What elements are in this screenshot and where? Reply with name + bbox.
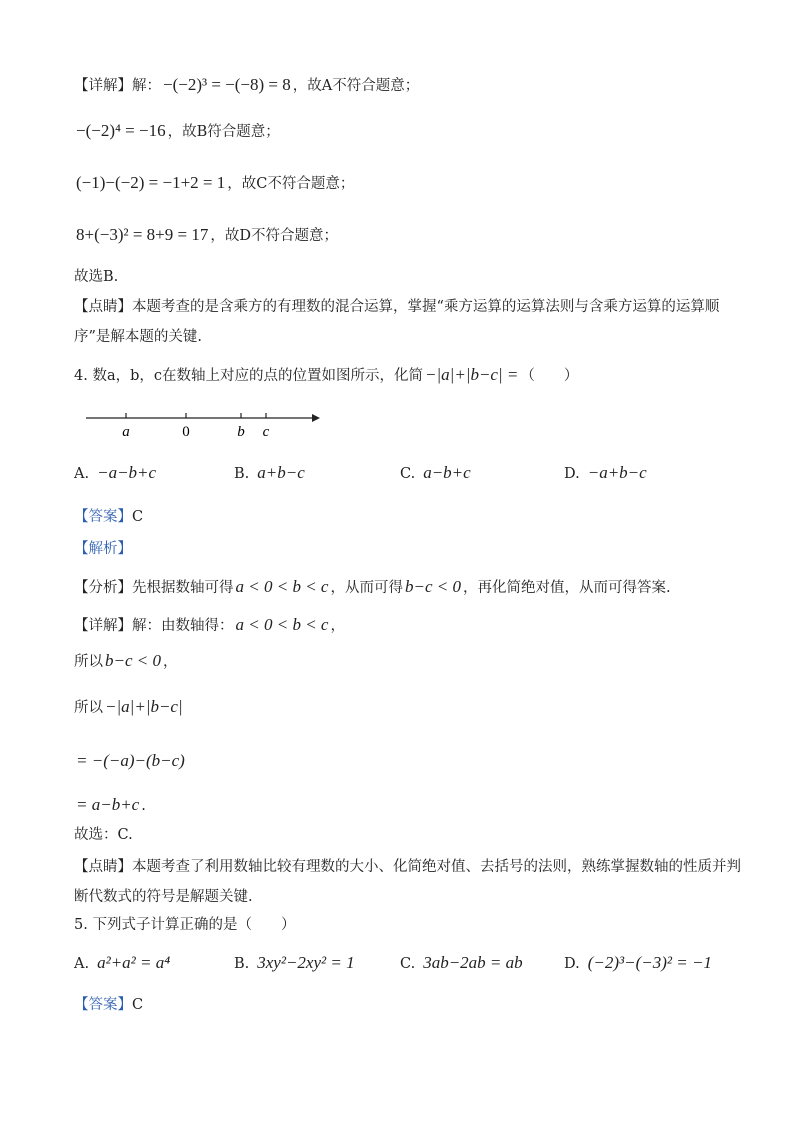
so-text: 所以: [74, 700, 103, 716]
q5-option-c: [400, 952, 525, 975]
answer-tag: 【答案】: [74, 509, 132, 525]
math-expression: = a−b+c: [76, 795, 140, 814]
number-line-diagram: [84, 404, 324, 440]
option-c: [400, 462, 473, 485]
axis-label-b: b: [237, 424, 245, 440]
so-text: 所以: [74, 654, 103, 670]
option-expression: a−b+c: [423, 463, 471, 482]
option-b: [234, 462, 307, 485]
axis-arrow-icon: [312, 414, 320, 422]
question-stem: 5. 下列式子计算正确的是（ ）: [74, 917, 296, 933]
option-letter: A.: [74, 956, 90, 972]
question-4-stem: [74, 364, 578, 387]
detail-q4-line-5: [74, 794, 146, 817]
remark-text: 断代数式的符号是解题关键.: [74, 889, 253, 905]
math-expression: (−1)−(−2) = −1+2 = 1: [76, 173, 226, 192]
axis-label-a: a: [122, 424, 130, 440]
option-letter: B.: [234, 956, 250, 972]
q5-option-d: [564, 952, 714, 975]
option-d: [564, 462, 649, 485]
math-expression: 8+(−3)² = 8+9 = 17: [76, 225, 209, 244]
detail-line-2: [74, 120, 280, 143]
choose-q4-line: [74, 824, 133, 846]
option-expression: (−2)³−(−3)² = −1: [587, 953, 712, 972]
option-expression: −a−b+c: [97, 463, 157, 482]
math-expression: −|a|+|b−c| =: [425, 365, 519, 384]
punctuation: ，: [163, 654, 178, 670]
answer-tag: 【答案】: [74, 997, 132, 1013]
math-expression: = −(−a)−(b−c): [76, 751, 185, 770]
detail-tag: 【详解】: [74, 78, 132, 94]
remark-q4-line-1: [74, 856, 741, 878]
answer-paren: （ ）: [520, 368, 579, 384]
q5-option-b: [234, 952, 357, 975]
option-letter: D.: [564, 466, 580, 482]
detail-text: 解：由数轴得：: [132, 618, 234, 634]
option-a: [74, 462, 158, 485]
detail-q4-line-4: [74, 750, 187, 773]
detail-q4-line-2: [74, 650, 178, 673]
detail-suffix: ，故D不符合题意；: [210, 228, 338, 244]
remark-text: 本题考查了利用数轴比较有理数的大小、化简绝对值、去括号的法则，熟练掌握数轴的性质并判: [132, 859, 741, 875]
detail-line-3: [74, 172, 354, 195]
question-5-stem: [74, 914, 295, 936]
math-expression: a < 0 < b < c: [235, 615, 329, 634]
detail-tag: 【详解】: [74, 618, 132, 634]
punctuation: .: [141, 798, 146, 814]
option-expression: 3ab−2ab = ab: [423, 953, 523, 972]
option-letter: D.: [564, 956, 580, 972]
answer-value: C: [132, 509, 144, 525]
math-expression: b−c < 0: [105, 651, 161, 670]
detail-text: ，: [330, 618, 345, 634]
math-expression: b−c < 0: [404, 577, 461, 596]
remark-text: 本题考查的是含乘方的有理数的混合运算，掌握“乘方运算的运算法则与含乘方运算的运算顺: [132, 299, 720, 315]
detail-suffix: ，故A不符合题意；: [292, 78, 420, 94]
remark-text: 序”是解本题的关键.: [74, 329, 203, 345]
answer-line: [74, 506, 143, 528]
choose-text: 故选：C.: [74, 827, 133, 843]
analysis-text: 先根据数轴可得: [132, 580, 234, 596]
answer-value: C: [132, 997, 144, 1013]
option-expression: a+b−c: [257, 463, 305, 482]
axis-label-c: c: [262, 424, 270, 440]
detail-line-4: [74, 224, 338, 247]
remark-line-2: [74, 326, 202, 348]
remark-q4-line-2: [74, 886, 253, 908]
q5-answer-line: [74, 994, 143, 1016]
option-expression: −a+b−c: [587, 463, 647, 482]
detail-suffix: ，故C不符合题意；: [227, 176, 355, 192]
choose-text: 故选B.: [74, 269, 119, 285]
option-letter: C.: [400, 466, 416, 482]
detail-prefix: 解：: [132, 78, 161, 94]
analysis-tag: 【解析】: [74, 541, 132, 557]
detail-q4-line-3: [74, 696, 185, 719]
analysis-summary: [74, 576, 671, 599]
detail-line-1: [74, 74, 419, 97]
analysis-summary-tag: 【分析】: [74, 580, 132, 596]
math-expression: a < 0 < b < c: [235, 577, 329, 596]
question-stem: 4. 数a，b，c在数轴上对应的点的位置如图所示，化简: [74, 368, 423, 384]
q5-option-a: [74, 952, 172, 975]
option-letter: B.: [234, 466, 250, 482]
analysis-text: ，从而可得: [330, 580, 403, 596]
detail-q4-line-1: [74, 614, 345, 637]
remark-tag: 【点睛】: [74, 859, 132, 875]
option-expression: 3xy²−2xy² = 1: [257, 953, 355, 972]
analysis-line: [74, 538, 132, 560]
math-expression: −(−2)⁴ = −16: [76, 121, 166, 140]
math-expression: −|a|+|b−c|: [105, 697, 183, 716]
axis-label-0: 0: [182, 424, 190, 440]
remark-tag: 【点睛】: [74, 299, 132, 315]
analysis-text: ，再化简绝对值，从而可得答案.: [462, 580, 671, 596]
choose-line: [74, 266, 118, 288]
option-letter: A.: [74, 466, 90, 482]
detail-suffix: ，故B符合题意；: [167, 124, 280, 140]
option-expression: a²+a² = a⁴: [97, 953, 171, 972]
option-letter: C.: [400, 956, 416, 972]
remark-line-1: [74, 296, 719, 318]
math-expression: −(−2)³ = −(−8) = 8: [163, 75, 291, 94]
